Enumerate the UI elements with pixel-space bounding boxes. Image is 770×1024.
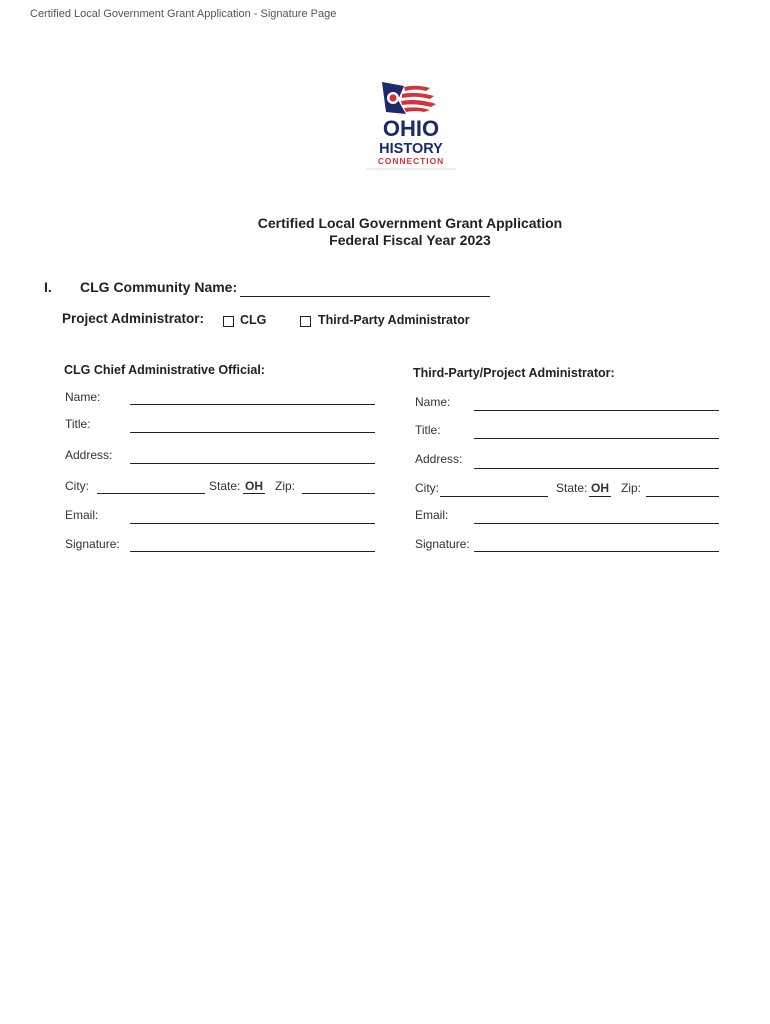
document-title <box>200 215 620 249</box>
flag-icon <box>364 78 458 172</box>
title-line-1: Certified Local Government Grant Application <box>257 215 563 231</box>
right-state-field[interactable] <box>589 496 611 497</box>
right-state-value: OH <box>591 481 609 495</box>
clg-checkbox[interactable] <box>223 316 234 327</box>
left-signature-field[interactable] <box>130 551 375 552</box>
right-zip-field[interactable] <box>646 496 719 497</box>
right-zip-label: Zip: <box>621 481 642 495</box>
right-title-label: Title: <box>415 423 441 437</box>
ohio-history-connection-logo <box>364 78 458 172</box>
left-column-heading: CLG Chief Administrative Official: <box>64 363 265 377</box>
third-party-checkbox[interactable] <box>300 316 311 327</box>
section-number: I. <box>44 279 52 295</box>
left-address-label: Address: <box>65 448 113 462</box>
left-address-field[interactable] <box>130 463 375 464</box>
community-name-field[interactable] <box>240 296 490 297</box>
right-title-field[interactable] <box>474 438 719 439</box>
project-administrator-label: Project Administrator: <box>62 311 205 326</box>
left-signature-label: Signature: <box>65 537 120 551</box>
left-name-field[interactable] <box>130 404 375 405</box>
left-name-label: Name: <box>65 390 101 404</box>
right-city-label: City: <box>415 481 439 495</box>
right-address-label: Address: <box>415 452 463 466</box>
title-line-2: Federal Fiscal Year 2023 <box>329 232 491 248</box>
right-address-field[interactable] <box>474 468 719 469</box>
third-party-checkbox-label: Third-Party Administrator <box>318 313 470 327</box>
left-state-field[interactable] <box>243 493 265 494</box>
left-title-label: Title: <box>65 417 91 431</box>
left-email-label: Email: <box>65 508 99 522</box>
right-name-field[interactable] <box>474 410 719 411</box>
right-name-label: Name: <box>415 395 451 409</box>
right-column-heading: Third-Party/Project Administrator: <box>413 366 615 380</box>
clg-checkbox-label: CLG <box>240 313 267 327</box>
right-signature-field[interactable] <box>474 551 719 552</box>
running-header: Certified Local Government Grant Application - Signature Page <box>30 8 337 20</box>
right-state-label: State: <box>556 481 588 495</box>
left-state-value: OH <box>245 479 263 493</box>
left-state-label: State: <box>209 479 241 493</box>
left-city-field[interactable] <box>97 493 205 494</box>
left-zip-field[interactable] <box>302 493 375 494</box>
left-email-field[interactable] <box>130 523 375 524</box>
left-zip-label: Zip: <box>275 479 296 493</box>
right-city-field[interactable] <box>440 496 548 497</box>
logo-line-connection: CONNECTION <box>377 156 445 166</box>
community-name-label: CLG Community Name: <box>80 279 238 295</box>
left-title-field[interactable] <box>130 432 375 433</box>
right-email-label: Email: <box>415 508 449 522</box>
logo-line-history: HISTORY <box>379 141 443 157</box>
left-city-label: City: <box>65 479 89 493</box>
right-signature-label: Signature: <box>415 537 470 551</box>
logo-line-ohio: OHIO <box>382 116 440 141</box>
right-email-field[interactable] <box>474 523 719 524</box>
